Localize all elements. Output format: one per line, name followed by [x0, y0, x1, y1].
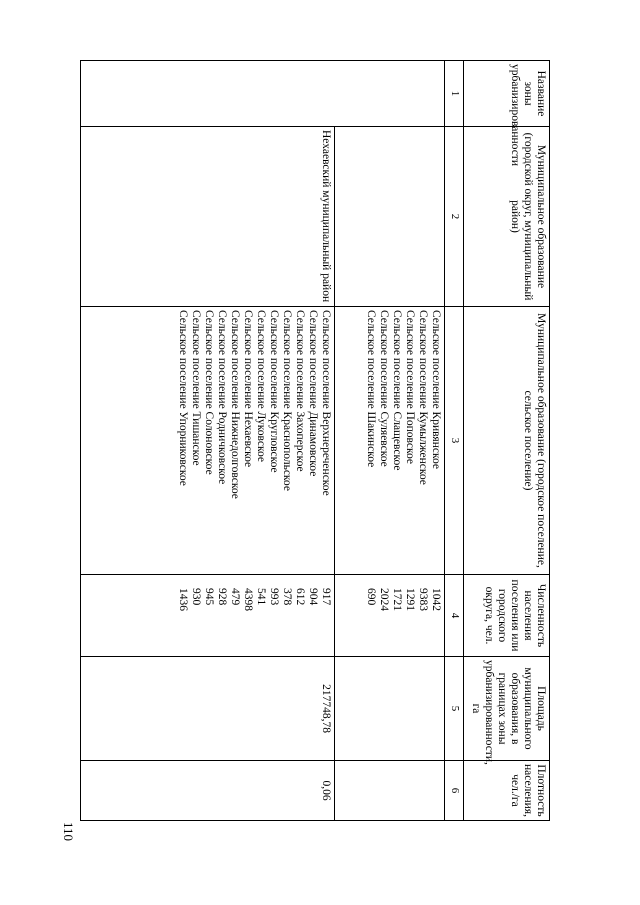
header-zone-name: Название зоны урбанизированности [464, 61, 550, 127]
column-number: 3 [445, 307, 464, 575]
page-number: 110 [61, 822, 76, 842]
zone-cell [81, 61, 445, 127]
urbanization-table [80, 60, 550, 821]
settlement-name: Сельское поселение Поповское [404, 310, 416, 464]
population-value: 904 [307, 588, 319, 606]
population-value: 9383 [417, 588, 429, 611]
settlement-name: Сельское поселение Родничковское [216, 310, 228, 485]
population-value: 1042 [430, 588, 442, 611]
header-municipal-district: Муниципальное образование (городской округ, муниципальный район) [464, 127, 550, 307]
population-value: 945 [203, 588, 215, 606]
population-value: 917 [320, 588, 332, 606]
settlement-name: Сельское поселение Тишанское [190, 310, 202, 466]
area-value: 217748,78 [320, 684, 332, 733]
settlement-list [81, 307, 335, 575]
settlement-name: Сельское поселение Нехаевское [242, 310, 254, 468]
settlement-name: Сельское поселение Суляевское [378, 310, 390, 467]
column-number-row [445, 61, 464, 821]
header-area: Площадь муниципального образования, в границах зоны урбанизированности, га [464, 657, 550, 761]
settlement-name: Сельское поселение Солоновское [203, 310, 215, 475]
population-value: 4398 [242, 588, 254, 611]
settlement-name: Сельское поселение Верхнереченское [320, 310, 332, 496]
table-row [81, 61, 335, 821]
district-cell [81, 127, 335, 307]
column-number: 1 [445, 61, 464, 127]
table-row [335, 61, 445, 821]
population-value: 2024 [378, 588, 390, 611]
settlement-name: Сельское поселение Шакинское [365, 310, 377, 468]
density-value: 0,06 [320, 780, 332, 801]
column-number: 4 [445, 575, 464, 657]
population-value: 993 [268, 588, 280, 606]
population-value: 930 [190, 588, 202, 606]
area-cell [81, 657, 335, 761]
settlement-list [335, 307, 445, 575]
settlement-name: Сельское поселение Луковское [255, 310, 267, 463]
table-header-row [464, 61, 550, 821]
density-cell [81, 761, 335, 821]
settlement-name: Сельское поселение Слащевское [391, 310, 403, 471]
population-value: 541 [255, 588, 267, 606]
population-value: 479 [229, 588, 241, 606]
population-list [335, 575, 445, 657]
column-number: 2 [445, 127, 464, 307]
column-number: 5 [445, 657, 464, 761]
settlement-name: Сельское поселение Динамовское [307, 310, 319, 477]
settlement-name: Сельское поселение Кругловское [268, 310, 280, 473]
header-municipal-settlement: Муниципальное образование (городское поселение, сельское поселение) [464, 307, 550, 575]
population-value: 612 [294, 588, 306, 606]
population-value: 1436 [177, 588, 189, 611]
settlement-name: Сельское поселение Нижнедолговское [229, 310, 241, 499]
population-value: 1721 [391, 588, 403, 611]
population-value: 378 [281, 588, 293, 606]
settlement-name: Сельское поселение Кумылженское [417, 310, 429, 485]
rotated-table-page [80, 60, 550, 820]
settlement-name: Сельское поселение Упорниковское [177, 310, 189, 486]
column-number: 6 [445, 761, 464, 821]
population-value: 1291 [404, 588, 416, 611]
area-cell [335, 657, 445, 761]
settlement-name: Сельское поселение Краснопольское [281, 310, 293, 491]
header-population: Численность населения поселения или городского округа, чел. [464, 575, 550, 657]
settlement-name: Сельское поселение Захоперское [294, 310, 306, 472]
header-density: Плотность населения, чел./га [464, 761, 550, 821]
population-value: 928 [216, 588, 228, 606]
settlement-name: Сельское поселение Кривянское [430, 310, 442, 469]
population-list [81, 575, 335, 657]
district-cell [335, 127, 445, 307]
density-cell [335, 761, 445, 821]
population-value: 690 [365, 588, 377, 606]
district-name: Нехаевский муниципальный район [320, 130, 332, 303]
